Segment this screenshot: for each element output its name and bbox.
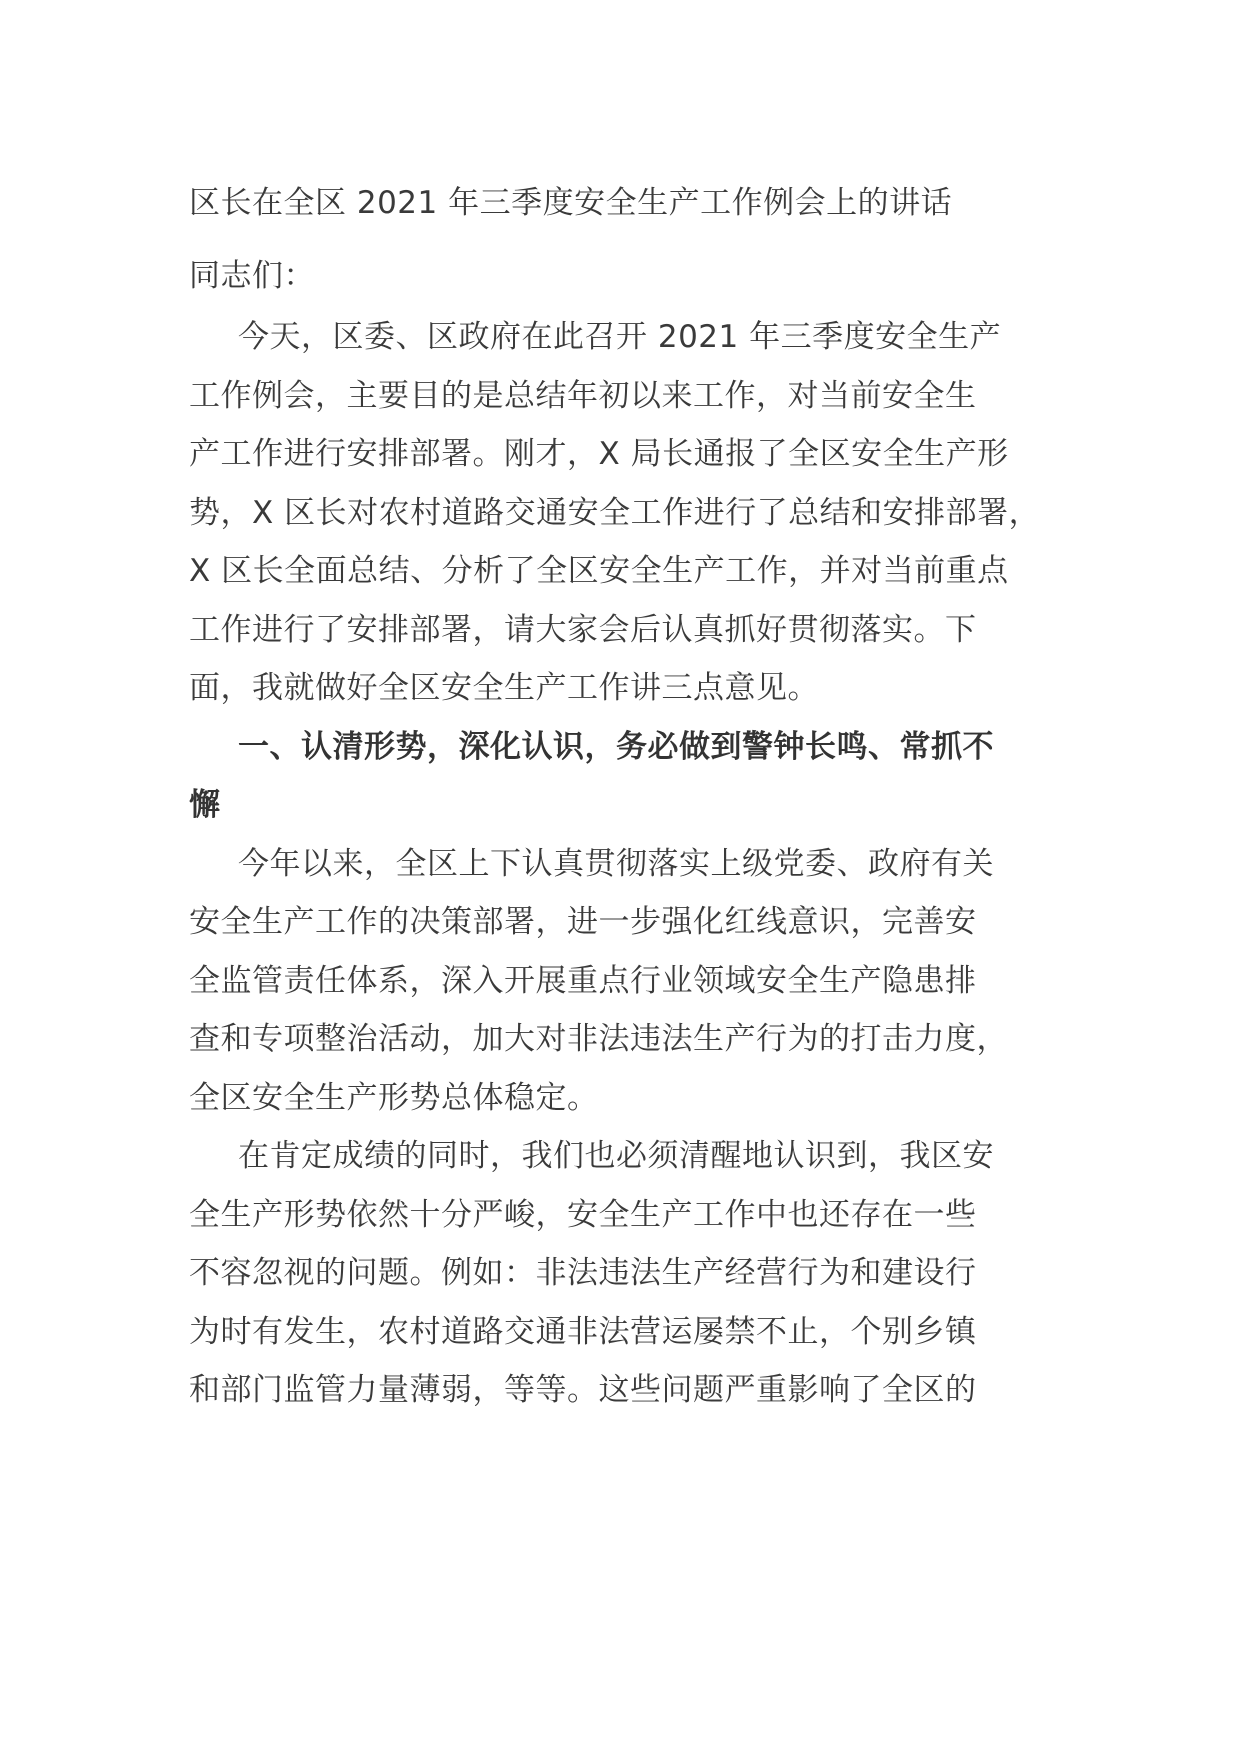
paragraph-line: 在肯定成绩的同时，我们也必须清醒地认识到，我区安 — [238, 1138, 994, 1174]
paragraph-line: 安全生产工作的决策部署，进一步强化红线意识，完善安 — [189, 904, 977, 940]
paragraph-line: 今年以来，全区上下认真贯彻落实上级党委、政府有关 — [238, 846, 994, 882]
paragraph-line: 不容忽视的问题。例如：非法违法生产经营行为和建设行 — [189, 1255, 977, 1291]
document-title: 区长在全区 2021 年三季度安全生产工作例会上的讲话 — [189, 185, 953, 221]
section-heading: 懈 — [189, 787, 221, 823]
paragraph-line: 势，X 区长对农村道路交通安全工作进行了总结和安排部署， — [189, 495, 1041, 531]
paragraph-line: X 区长全面总结、分析了全区安全生产工作，并对当前重点 — [189, 553, 1009, 589]
paragraph-line: 工作例会，主要目的是总结年初以来工作，对当前安全生 — [189, 378, 977, 414]
paragraph-line: 工作进行了安排部署，请大家会后认真抓好贯彻落实。下 — [189, 612, 977, 648]
paragraph-line: 面，我就做好全区安全生产工作讲三点意见。 — [189, 670, 819, 706]
section-heading: 一、认清形势，深化认识，务必做到警钟长鸣、常抓不 — [238, 729, 994, 765]
paragraph-line: 产工作进行安排部署。刚才，X 局长通报了全区安全生产形 — [189, 436, 1009, 472]
paragraph-line: 查和专项整治活动，加大对非法违法生产行为的打击力度， — [189, 1021, 1008, 1057]
paragraph-line: 全监管责任体系，深入开展重点行业领域安全生产隐患排 — [189, 963, 977, 999]
paragraph-line: 为时有发生，农村道路交通非法营运屡禁不止，个别乡镇 — [189, 1314, 977, 1350]
paragraph-line: 全区安全生产形势总体稳定。 — [189, 1080, 599, 1116]
paragraph-line: 和部门监管力量薄弱，等等。这些问题严重影响了全区的 — [189, 1372, 977, 1408]
salutation: 同志们： — [189, 258, 315, 294]
paragraph-line: 今天，区委、区政府在此召开 2021 年三季度安全生产 — [238, 319, 1002, 355]
paragraph-line: 全生产形势依然十分严峻，安全生产工作中也还存在一些 — [189, 1197, 977, 1233]
